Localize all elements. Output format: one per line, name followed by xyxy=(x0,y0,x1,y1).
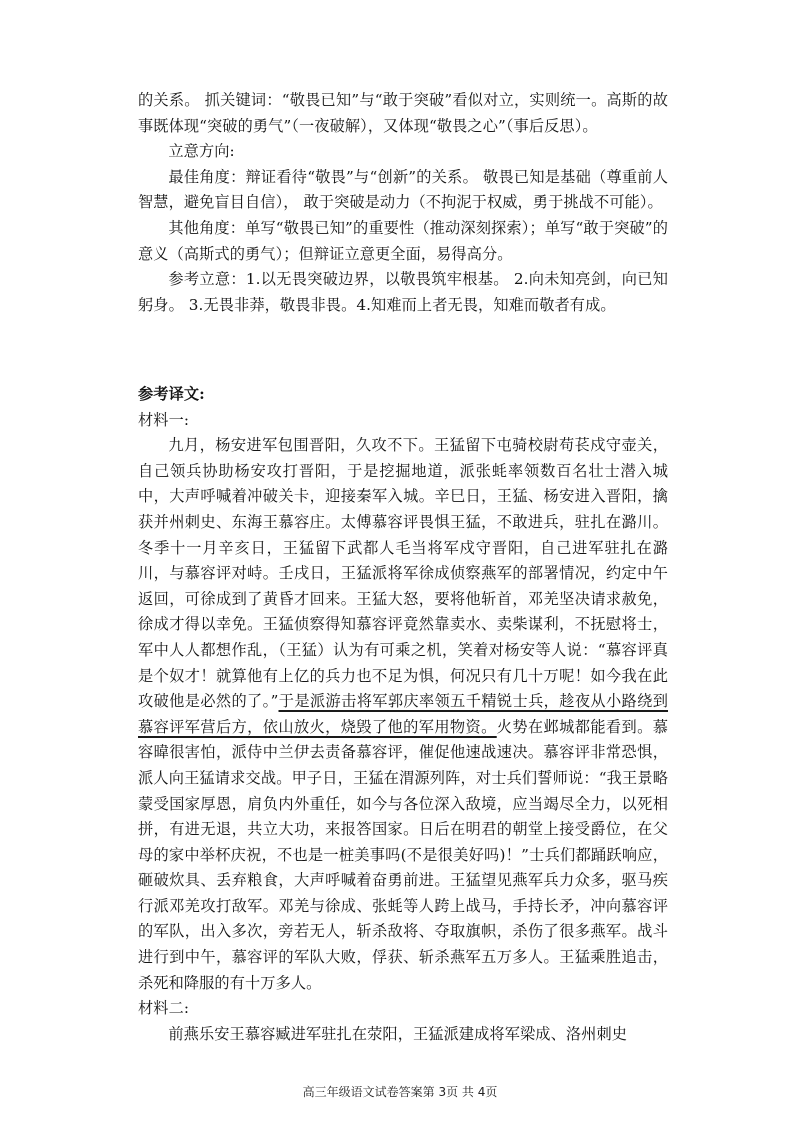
reference-ideas-paragraph: 参考立意：1.以无畏突破边界，以敬畏筑牢根基。 2.向未知亮剑，向已知躬身。 3.无畏非莽，敬畏非畏。4.知难而上者无畏，知难而敬者有成。 xyxy=(138,270,668,314)
translation-heading: 参考译文: xyxy=(138,385,205,403)
material-one-text-after: 火势在邺城都能看到。慕容暐很害怕，派侍中兰伊去责备慕容评，催促他速战速决。慕容评非常恐惧，派人向王猛请求交战。甲子日，王猛在渭源列阵，对士兵们誓师说：“我王景略蒙受国家厚恩，肩负内外重任，如今与各位深入敌境，应当竭尽全力，以死相拼，有进无退，共立大功，来报答国家。日后在明君的朝堂上接受爵位，在父母的家中举杯庆祝，不也是一桩美事吗(不是很美好吗)！”士兵们都踊跃响应，砸破炊具、丢弃粮食，大声呼喊着奋勇前进。王猛望见燕军兵力众多，驱马疾行派邓羌攻打敌军。邓羌与徐成、张蚝等人跨上战马，手持长矛，冲向慕容评的军队，出入多次，旁若无人，斩杀敌将、夺取旗帜，杀伤了很多燕军。战斗进行到中午，慕容评的军队大败，俘获、斩杀燕军五万多人。王猛乘胜追击，杀死和降服的有十万多人。 xyxy=(138,717,668,992)
material-one-underlined-sentence: 于是派游击将军郭庆率领五千精锐士兵，趁夜从小路绕到慕容评军营后方，依山放火，烧毁了他的军用物资。 xyxy=(138,692,669,736)
best-angle-paragraph: 最佳角度：辩证看待“敬畏”与“创新”的关系。 敬畏已知是基础（尊重前人智慧，避免盲目自信）， 敢于突破是动力（不拘泥于权威，勇于挑战不可能）。 xyxy=(138,167,668,212)
analysis-keywords-paragraph: 的关系。 抓关键词：“敬畏已知”与“敢于突破”看似对立，实则统一。高斯的故事既体现“突破的勇气”（一夜破解），又体现“敬畏之心”（事后反思）。 xyxy=(138,91,668,135)
other-angle-paragraph: 其他角度：单写“敬畏已知”的重要性（推动深刻探索）；单写“敢于突破”的意义（高斯式的勇气）；但辩证立意更全面，易得高分。 xyxy=(138,218,668,263)
material-one-text-before: 九月，杨安进军包围晋阳，久攻不下。王猛留下屯骑校尉苟苌戍守壶关，自己领兵协助杨安攻打晋阳，于是挖掘地道，派张蚝率领数百名壮士潜入城中，大声呼喊着冲破关卡，迎接秦军入城。辛巳日，王猛、杨安进入晋阳，擒获并州刺史、东海王慕容庄。太傅慕容评畏惧王猛，不敢进兵，驻扎在潞川。冬季十一月辛亥日，王猛留下武都人毛当将军戍守晋阳，自己进军驻扎在潞川，与慕容评对峙。壬戌日，王猛派将军徐成侦察燕军的部署情况，约定中午返回，可徐成到了黄昏才回来。王猛大怒，要将他斩首，邓羌坚决请求赦免，徐成才得以幸免。王猛侦察得知慕容评竟然靠卖水、卖柴谋利，不抚慰将士，军中人人都想作乱，（王猛）认为有可乘之机，笑着对杨安等人说：“慕容评真是个奴才！就算他有上亿的兵力也不足为惧，何况只有几十万呢！如今我在此攻破他是必然的了。” xyxy=(138,436,668,711)
direction-label: 立意方向: xyxy=(168,142,235,161)
material-two-label: 材料二: xyxy=(138,999,190,1018)
analysis-section xyxy=(138,88,668,318)
material-one-paragraph xyxy=(138,433,668,996)
material-one-label: 材料一: xyxy=(138,410,190,429)
page-footer: 高三年级语文试卷答案第 3页 共 4页 xyxy=(302,1085,498,1099)
translation-section xyxy=(138,382,668,1047)
material-two-paragraph: 前燕乐安王慕容臧进军驻扎在荥阳，王猛派建成将军梁成、洛州刺史 xyxy=(168,1024,628,1043)
